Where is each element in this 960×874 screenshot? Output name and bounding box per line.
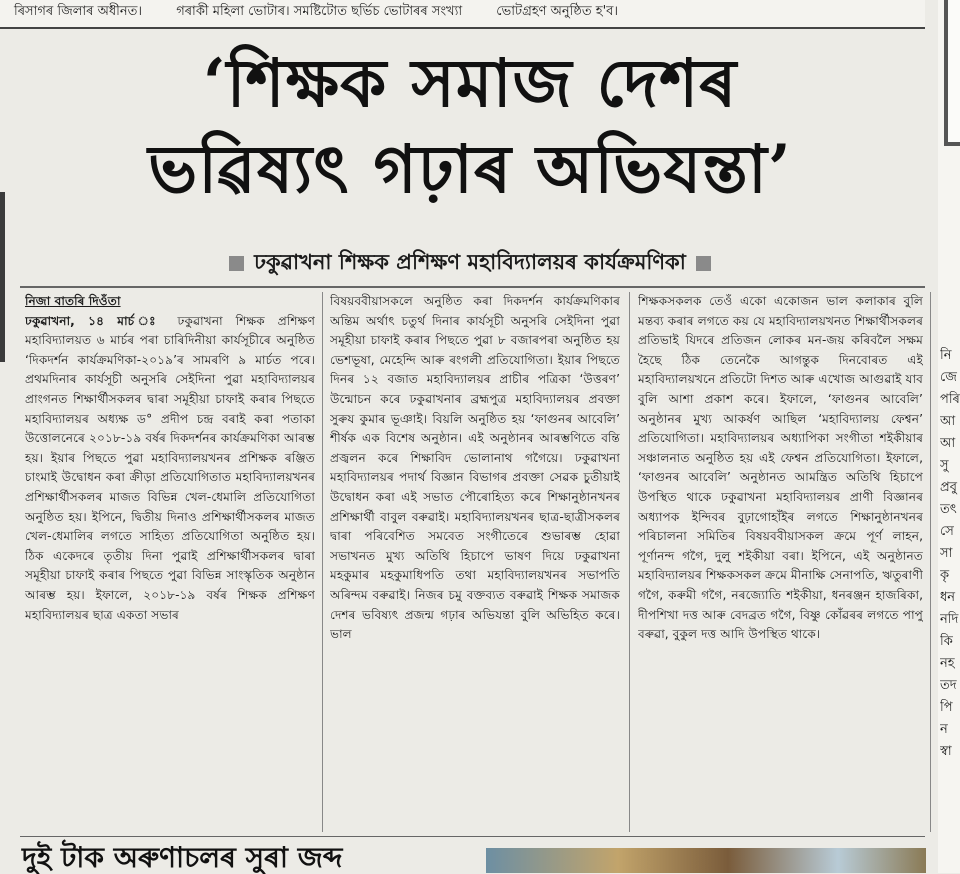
- fragment-line: নদি: [940, 612, 959, 627]
- headline-line-1: ‘শিক্ষক সমাজ দেশৰ: [202, 44, 738, 122]
- headline-line-2: ভৱিষ্যৎ গঢ়াৰ অভিযন্তা’: [148, 130, 792, 208]
- fragment-line: প্ৰবু: [940, 480, 957, 495]
- column-divider: [930, 292, 931, 832]
- left-page-edge: [0, 192, 5, 362]
- fragment-line: সা: [940, 546, 953, 561]
- dateline: ঢকুৱাখনা, ১৪ মাৰ্চ ঃ: [25, 313, 165, 328]
- top-strip-item-2: গৰাকী মহিলা ভোটাৰ। সমষ্টিটোত ছৰ্ভিচ ভোটাৰৰ সংখ্যা: [176, 4, 463, 19]
- subhead-text: ঢকুৱাখনা শিক্ষক প্ৰশিক্ষণ মহাবিদ্যালয়ৰ কাৰ্যক্ৰমণিকা: [254, 250, 686, 274]
- fragment-line: ধন: [940, 590, 956, 605]
- fragment-line: আ: [940, 414, 956, 429]
- fragment-line: পৰি: [940, 392, 960, 407]
- article-photo: [486, 848, 926, 873]
- adjacent-article-fragment: [940, 345, 960, 763]
- square-bullet-icon: [229, 256, 244, 271]
- article-subheadline: [120, 247, 820, 277]
- column-2-text: বিষয়ববীয়াসকলে অনুষ্ঠিত কৰা দিকদৰ্শন কাৰ্যক্ৰমণিকাৰ অন্তিম অৰ্থাৎ চতুৰ্থ দিনাৰ কাৰ্যসূচী অনুসৰি সেইদিনা পুৱা সমূহীয়া চাফাই কৰাৰ পিছতে পুৱা ৮ বজাৰপৰা অনুষ্ঠিত হয় ভেশভূষা, মেহেন্দি আৰু ৰংগলী প্ৰতিযোগিতা। ইয়াৰ পিছতে দিনৰ ১২ বজাত মহাবিদ্যালয়ৰ প্ৰাচীৰ পত্ৰিকা ‘উত্তৰণ’ উন্মোচন কৰে ঢকুৱাখনাৰ ব্ৰহ্মপুত্ৰ মহাবিদ্যালয়ৰ প্ৰবক্তা সুৰুয কুমাৰ ভূঞাই। বিয়লি অনুষ্ঠিত হয় ‘ফাগুনৰ আবেলি’ শীৰ্ষক এক বিশেষ অনুষ্ঠান। এই অনুষ্ঠানৰ আৰম্ভণিতে বন্তি প্ৰজ্বলন কৰে শিক্ষাবিদ ভোলানাথ গগৈয়ে। ঢকুৱাখনা মহাবিদ্যালয়ৰ পদাৰ্থ বিজ্ঞান বিভাগৰ প্ৰবক্তা সেৱক চুতীয়াই উদ্বোধন কৰা এই সভাত পৌৰোহিত্য কৰে শিক্ষানুষ্ঠানখনৰ প্ৰশিক্ষাৰ্থী বাবুল বৰুৱাই। মহাবিদ্যালয়খনৰ ছাত্ৰ-ছাত্ৰীসকলৰ দ্বাৰা পৰিবেশিত সমবেত সংগীতেৰে শুভাৰম্ভ হোৱা সভাখনত মুখ্য অতিথি হিচাপে ভাষণ দিয়ে ঢকুৱাখনা মহকুমাৰ মহকুমাধিপতি তথা মহাবিদ্যালয়খনৰ সভাপতি অৰিন্দম বৰুৱাই। নিজৰ চমু বক্তব্যত বৰুৱাই শিক্ষক সমাজক দেশৰ ভবিষ্যৎ প্ৰজন্ম গঢ়াৰ অভিযন্তা বুলি অভিহিত কৰে। ভাল: [330, 294, 620, 642]
- fragment-line: নি: [940, 348, 952, 363]
- fragment-line: সু: [940, 458, 949, 473]
- fragment-line: স্বা: [940, 744, 952, 759]
- article-headline: [20, 40, 920, 212]
- top-headline-strip: [0, 0, 925, 29]
- fragment-line: জে: [940, 370, 957, 385]
- column-divider: [629, 292, 630, 832]
- article-column-3: [638, 292, 923, 828]
- fragment-line: কৃ: [940, 568, 950, 583]
- article-column-1: [25, 292, 315, 828]
- fragment-line: তদ: [940, 678, 957, 693]
- column-1-text: ঢকুৱাখনা শিক্ষক প্ৰশিক্ষণ মহাবিদ্যালয়ত ৬ মাৰ্চৰ পৰা চাৰিদিনীয়া কাৰ্যসূচীৰে অনুষ্ঠিত ‘দিকদৰ্শন কাৰ্যক্ৰমণিকা-২০১৯’ৰ সামৰণি ৯ মাৰ্চত পৰে। প্ৰথমদিনাৰ কাৰ্যসূচী অনুসৰি সেইদিনা পুৱা মহাবিদ্যালয়ৰ প্ৰাংগনত শিক্ষাৰ্থীসকলৰ দ্বাৰা সমূহীয়া চাফাই কৰাৰ পিছতে মহাবিদ্যালয়ৰ অধ্যক্ষ ড° প্ৰদীপ চন্দ্ৰ বৰাই কৰা পতাকা উত্তোলনেৰে ২০১৮-১৯ বৰ্ষৰ দিকদৰ্শনৰ কাৰ্যক্ৰমণিকা আৰম্ভ হয়। ইয়াৰ পিছতে পুৱা মহাবিদ্যালয়খনৰ প্ৰশিক্ষক ৰঞ্জিত চাংমাই উদ্বোধন কৰা ক্ৰীড়া প্ৰতিযোগিতাত মহাবিদ্যালয়খনৰ প্ৰশিক্ষাৰ্থীসকলৰ মাজত বিভিন্ন খেল-ধেমালি প্ৰতিযোগিতা অনুষ্ঠিত হয়। ইপিনে, দ্বিতীয় দিনাও প্ৰশিক্ষাৰ্থীসকলৰ মাজত খেল-ধেমালিৰ লগতে সাহিত্য প্ৰতিযোগিতা অনুষ্ঠিত হয়। ঠিক একেদৰে তৃতীয় দিনা পুৱাই প্ৰশিক্ষাৰ্থীসকলৰ দ্বাৰা সমূহীয়া চাফাই কৰাৰ পিছতে পুৱা বিভিন্ন সাংস্কৃতিক অনুষ্ঠান আৰম্ভ হয়। ইফালে, ২০১৮-১৯ বৰ্ষৰ শিক্ষক প্ৰশিক্ষণ মহাবিদ্যালয়ৰ ছাত্ৰ একতা সভাৰ: [25, 313, 315, 622]
- fragment-line: ন: [940, 722, 948, 737]
- byline: নিজা বাতৰি দিওঁতা: [25, 294, 121, 308]
- adjacent-page-box: [944, 0, 960, 146]
- square-bullet-icon: [696, 256, 711, 271]
- article-column-2: [330, 292, 620, 828]
- fragment-line: পি: [940, 700, 953, 715]
- top-strip-item-3: ভোটগ্ৰহণ অনুষ্ঠিত হ'ব।: [496, 4, 619, 19]
- column-divider: [322, 292, 323, 832]
- divider: [20, 836, 925, 837]
- next-article-headline: দুই টাক অৰুণাচলৰ সুৰা জব্দ: [22, 841, 343, 874]
- fragment-line: সে: [940, 524, 954, 539]
- divider: [20, 286, 925, 288]
- column-3-text: শিক্ষকসকলক তেওঁ একো একোজন ভাল কলাকাৰ বুলি মন্তব্য কৰাৰ লগতে কয় যে মহাবিদ্যালয়খনত শিক্ষাৰ্থীসকলৰ প্ৰতিভাই যিদৰে প্ৰতিজন লোকৰ মন-জয় কৰিবলৈ সক্ষম হৈছে ঠিক তেনেকৈ আগন্তুক দিনবোৰত এই মহাবিদ্যালয়খনে প্ৰতিটো দিশত আৰু এখোজ আগুৱাই যাব বুলি আশা প্ৰকাশ কৰে। ইফালে, ‘ফাগুনৰ আবেলি’ অনুষ্ঠানৰ মুখ্য আকৰ্ষণ আছিল ‘মহাবিদ্যালয় ফেশ্বন’ প্ৰতিযোগিতা। মহাবিদ্যালয়ৰ অধ্যাপিকা সংগীতা শইকীয়াৰ সঞ্চালনাত অনুষ্ঠিত হয় এই ফেশ্বন প্ৰতিযোগিতা। ইফালে, ‘ফাগুনৰ আবেলি’ অনুষ্ঠানত আমন্ত্ৰিত অতিথি হিচাপে উপস্থিত থাকে ঢকুৱাখনা মহাবিদ্যালয়ৰ প্ৰাণী বিজ্ঞানৰ অধ্যাপক ইন্দিবৰ বুঢ়াগোহাঁইৰ লগতে শিক্ষানুষ্ঠানখনৰ পৰিচালনা সমিতিৰ বিষয়ববীয়াসকল ক্ৰমে পূৰ্ণ লাহন, পূৰ্ণানন্দ গগৈ, দুলু শইকীয়া বৰা। ইপিনে, এই অনুষ্ঠানত মহাবিদ্যালয়ৰ শিক্ষকসকল ক্ৰমে মীনাক্ষি সেনাপতি, ঋতুৰাণী গগৈ, কৰুমী গগৈ, নৰজ্যোতি শইকীয়া, ধনৰঞ্জন হাজৰিকা, দীপশিখা দত্ত আৰু বেদব্ৰত গগৈ, বিষ্ণু কোঁৱৰৰ লগতে পাপু বৰুৱা, বুকুল দত্ত আদি উপস্থিত থাকে।: [638, 294, 923, 642]
- fragment-line: কি: [940, 634, 953, 649]
- fragment-line: নহ: [940, 656, 955, 671]
- top-strip-item-1: ৰিসাগৰ জিলাৰ অধীনত।: [14, 4, 143, 19]
- fragment-line: আ: [940, 436, 956, 451]
- fragment-line: তৎ: [940, 502, 957, 517]
